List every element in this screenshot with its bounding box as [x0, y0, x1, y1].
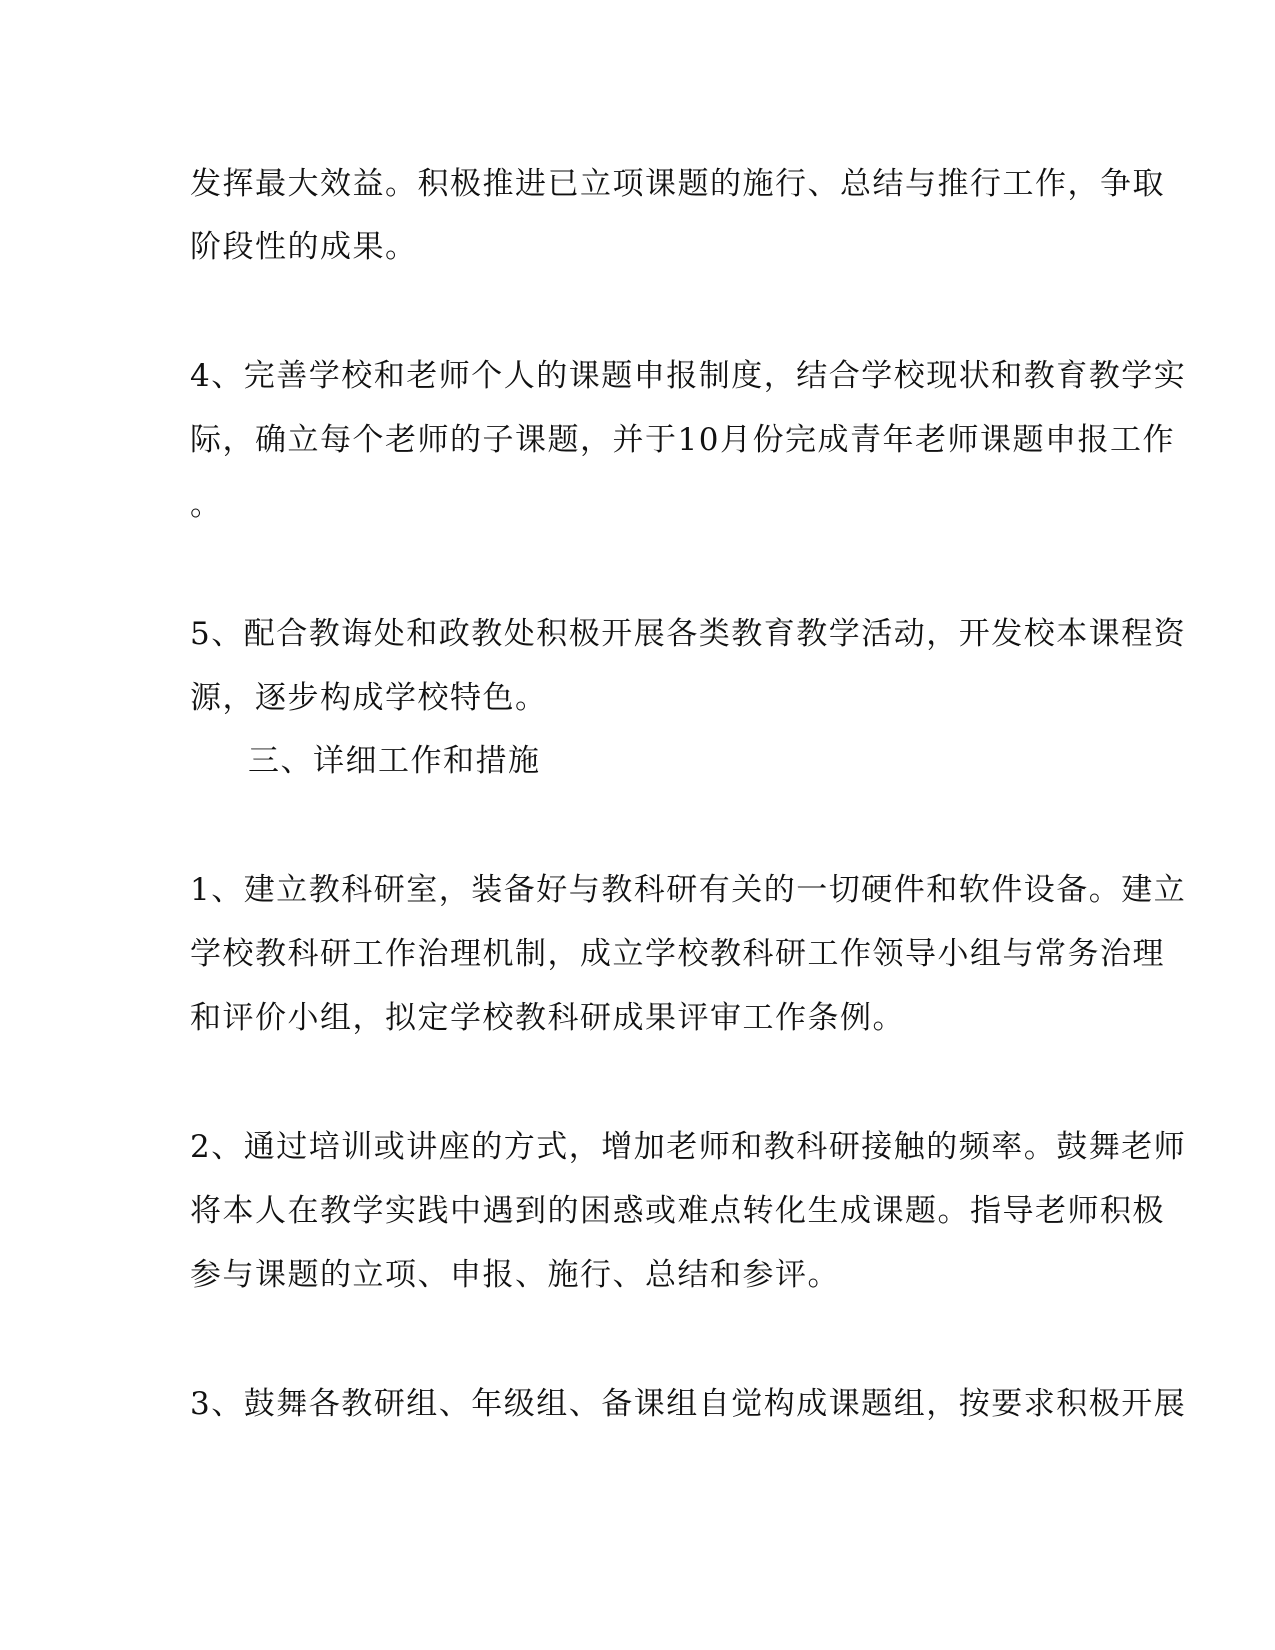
- paragraph-text-line: 学校教科研工作治理机制，成立学校教科研工作领导小组与常务治理: [190, 936, 1165, 972]
- paragraph-text-line: 2、通过培训或讲座的方式，增加老师和教科研接触的频率。鼓舞老师: [190, 1129, 1187, 1165]
- paragraph-text-line: 和评价小组，拟定学校教科研成果评审工作条例。: [190, 1000, 905, 1036]
- paragraph-text-line: 4、完善学校和老师个人的课题申报制度，结合学校现状和教育教学实: [190, 358, 1187, 394]
- paragraph-text-line: 1、建立教科研室，装备好与教科研有关的一切硬件和软件设备。建立: [190, 872, 1187, 908]
- section-heading: 三、详细工作和措施: [248, 743, 541, 779]
- paragraph-text-line: 参与课题的立项、申报、施行、总结和参评。: [190, 1257, 840, 1293]
- paragraph-text-line: 际，确立每个老师的子课题，并于10月份完成青年老师课题申报工作: [190, 422, 1175, 458]
- paragraph-text-line: 阶段性的成果。: [190, 229, 418, 265]
- paragraph-text-line: 3、鼓舞各教研组、年级组、备课组自觉构成课题组，按要求积极开展: [190, 1386, 1187, 1422]
- paragraph-text-line: 发挥最大效益。积极推进已立项课题的施行、总结与推行工作，争取: [190, 166, 1165, 202]
- paragraph-text-line: 源，逐步构成学校特色。: [190, 680, 548, 716]
- paragraph-text-line: 。: [190, 487, 223, 523]
- paragraph-text-line: 5、配合教诲处和政教处积极开展各类教育教学活动，开发校本课程资: [190, 616, 1187, 652]
- paragraph-text-line: 将本人在教学实践中遇到的困惑或难点转化生成课题。指导老师积极: [190, 1193, 1165, 1229]
